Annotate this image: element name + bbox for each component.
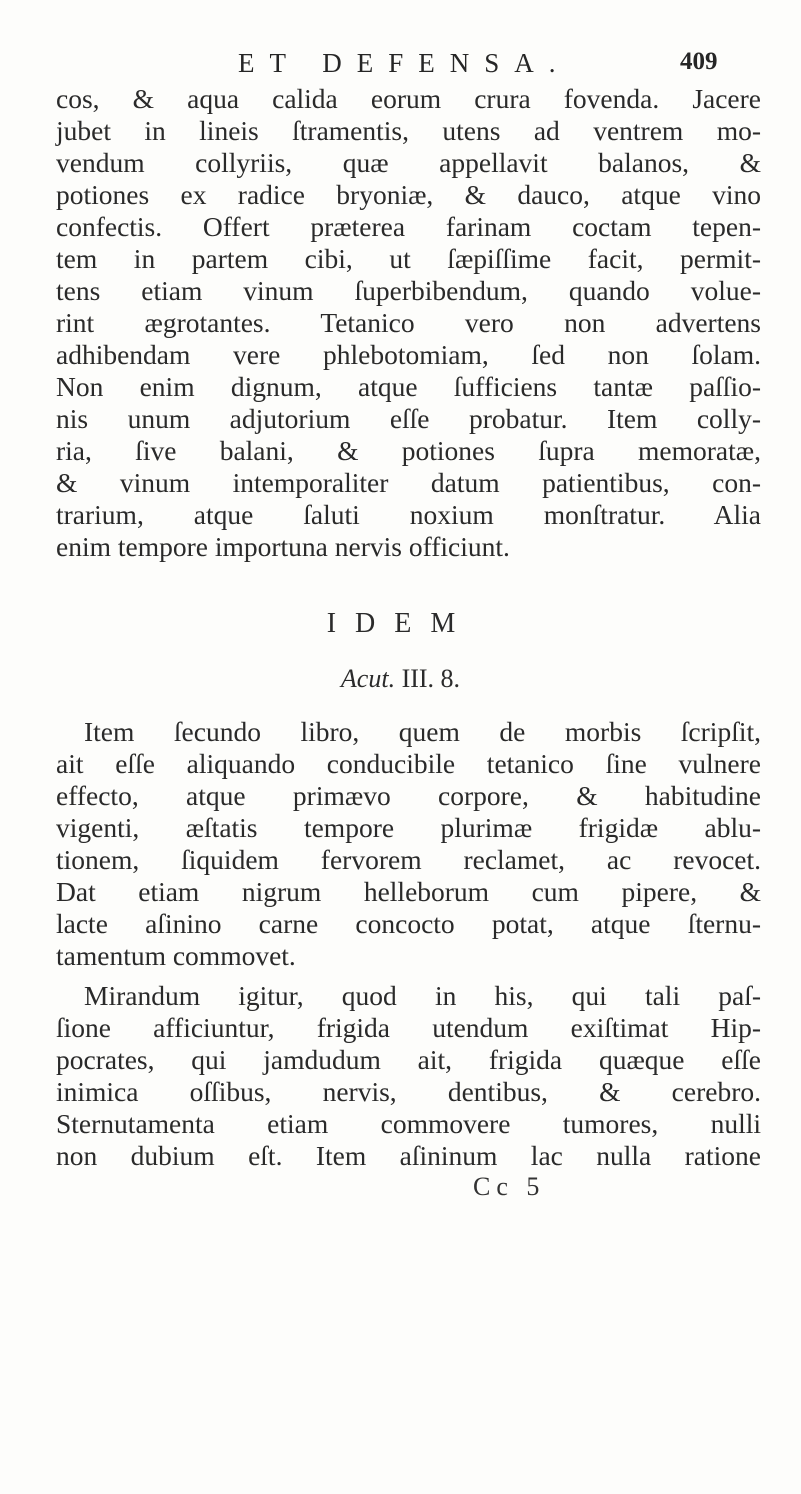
running-head: ET DEFENSA. — [238, 48, 571, 78]
citation — [0, 664, 801, 694]
text-line: cos, & aqua calida eorum crura fovenda. Jacere — [56, 83, 761, 114]
text-line: Dat etiam nigrum helleborum cum pipere, & — [56, 876, 761, 907]
text-line: & vinum intemporaliter datum patientibus, con- — [56, 467, 761, 498]
text-line: tamentum commovet. — [56, 940, 296, 971]
text-line: tionem, ſiquidem fervorem reclamet, ac revocet. — [56, 844, 761, 875]
text-line: non dubium eſt. Item aſininum lac nulla ratione — [56, 1140, 761, 1171]
text-line: confectis. Offert præterea farinam coctam tepen- — [56, 211, 761, 242]
text-line: Sternutamenta etiam commovere tumores, nulli — [56, 1108, 761, 1139]
text-line: tens etiam vinum ſuperbibendum, quando volue- — [56, 275, 761, 306]
text-line: ria, ſive balani, & potiones ſupra memoratæ, — [56, 435, 761, 466]
text-line: potiones ex radice bryoniæ, & dauco, atque vino — [56, 179, 761, 210]
text-line: tem in partem cibi, ut ſæpiſſime facit, permit- — [56, 243, 761, 274]
text-line: adhibendam vere phlebotomiam, ſed non ſolam. — [56, 339, 761, 370]
text-line: lacte aſinino carne concocto potat, atque ſternu- — [56, 908, 761, 939]
text-line: pocrates, qui jamdudum ait, frigida quæque eſſe — [56, 1044, 761, 1075]
text-line: vendum collyriis, quæ appellavit balanos, & — [56, 147, 761, 178]
citation-work: Acut. — [340, 664, 396, 693]
text-line: Mirandum igitur, quod in his, qui tali paſ- — [84, 980, 761, 1011]
page-number: 409 — [680, 48, 718, 75]
text-line: enim tempore importuna nervis officiunt. — [56, 531, 510, 562]
text-line: Item ſecundo libro, quem de morbis ſcripſit, — [84, 716, 761, 747]
text-line: ſione afficiuntur, frigida utendum exiſtimat Hip- — [56, 1012, 761, 1043]
text-line: nis unum adjutorium eſſe probatur. Item colly- — [56, 403, 761, 434]
text-line: rint ægrotantes. Tetanico vero non advertens — [56, 307, 761, 338]
citation-ref: III. 8. — [401, 664, 461, 693]
text-line: effecto, atque primævo corpore, & habitudine — [56, 780, 761, 811]
signature-mark: Cc 5 — [473, 1172, 546, 1201]
text-line: ait eſſe aliquando conducibile tetanico ſine vulnere — [56, 748, 761, 779]
text-line: Non enim dignum, atque ſufficiens tantæ paſſio- — [56, 371, 761, 402]
text-line: inimica oſſibus, nervis, dentibus, & cerebro. — [56, 1076, 761, 1107]
text-line: trarium, atque ſaluti noxium monſtratur. Alia — [56, 499, 761, 530]
text-line: vigenti, æſtatis tempore plurimæ frigidæ ablu- — [56, 812, 761, 843]
text-line: jubet in lineis ſtramentis, utens ad ventrem mo- — [56, 115, 761, 146]
section-heading: IDEM — [326, 608, 475, 639]
